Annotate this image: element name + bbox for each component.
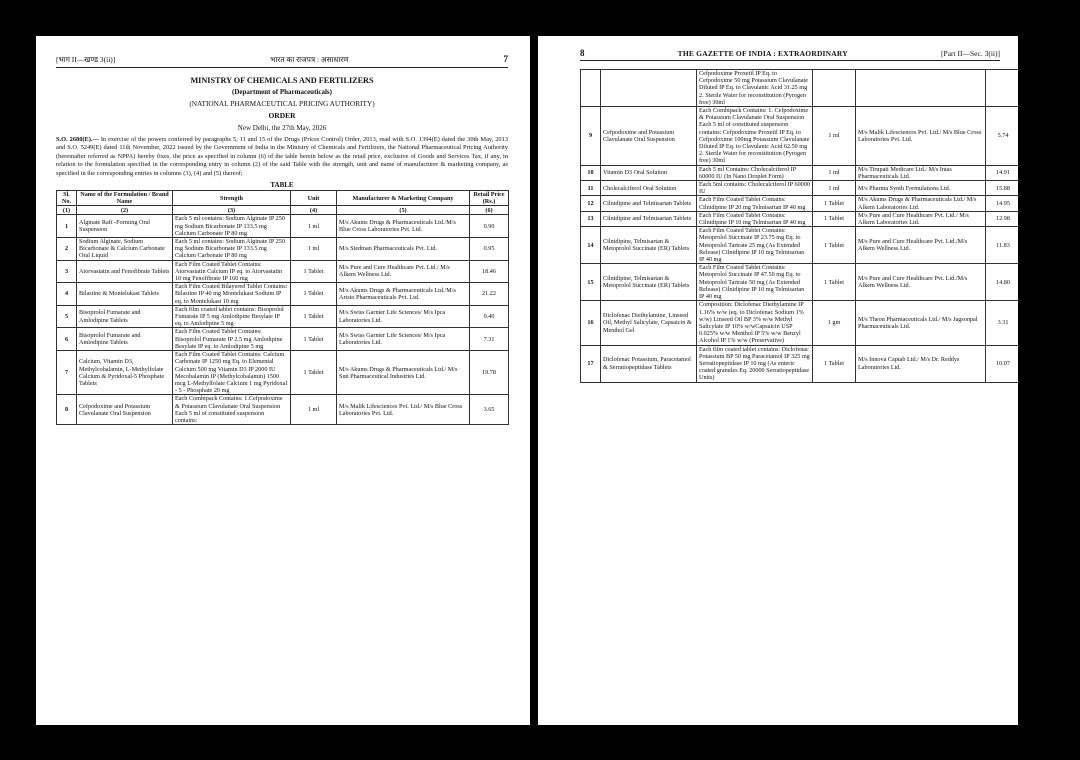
company-cell: M/s Theon Pharmaceuticals Ltd./ M/s Jagsonpal Pharmaceuticals Ltd.	[856, 301, 986, 345]
col-number: (6)	[470, 206, 509, 215]
col-header-price: Retail Price (Rs.)	[470, 191, 509, 206]
formulation-name-cell: Cilnidipine, Telmisartan & Metoprolol Succinate (ER) Tablets	[601, 264, 697, 301]
formulation-name-cell: Vitamin D3 Oral Solution	[601, 165, 697, 180]
table-row	[581, 70, 1019, 107]
sl-cell: 14	[581, 227, 601, 264]
formulation-name-cell: Alginate Raft -Forming Oral Suspension	[77, 215, 173, 238]
unit-cell: 1 ml	[291, 395, 337, 425]
formulation-name-cell: Cefpodoxime and Potassium Clavulanate Oral Suspension	[77, 395, 173, 425]
price-cell: 11.83	[986, 227, 1019, 264]
price-cell: 15.88	[986, 181, 1019, 196]
price-table-page-8	[580, 69, 1018, 383]
formulation-name-cell	[601, 70, 697, 107]
price-cell: 7.31	[470, 328, 509, 351]
strength-cell: Each 5 ml contains: Sodium Alginate IP 250 mg Sodium Bicarbonate IP 133.5 mg Calcium Carbonate IP 80 mg	[173, 238, 291, 261]
price-cell: 10.07	[986, 345, 1019, 382]
company-cell: M/s Akums Drugs & Pharmaceuticals Ltd./ M/s Alkem Laboratories Ltd.	[856, 196, 986, 211]
sl-cell: 11	[581, 181, 601, 196]
strength-cell: Each Film Coated Tablet Contains: Calcium Carbonate IP 1250 mg Eq. to Elemental Calcium 500 mg Vitamin D3 IP 2000 IU Mecobalamin IP (Methylcobalamin) 1500 mcg L-Methylfolate Calcium 1 mg Pyridoxal - 5 - Phosphate 20 mg	[173, 351, 291, 395]
sl-cell: 1	[57, 215, 77, 238]
company-cell: M/s Pharma Synth Formulations Ltd.	[856, 181, 986, 196]
price-table-page-7	[56, 190, 509, 425]
unit-cell: 1 ml	[291, 215, 337, 238]
price-cell: 3.31	[986, 301, 1019, 345]
order-preamble	[56, 136, 508, 178]
price-cell: 19.78	[470, 351, 509, 395]
gazette-page-8	[538, 36, 1018, 725]
strength-cell: Each Combipack Contains: 1.Cefpodoxime & Potassium Clavulanate Oral Suspension Each 5 ml of constituted suspension contains:	[173, 395, 291, 425]
col-number: (2)	[77, 206, 173, 215]
company-cell: M/s Pure and Cure Healthcare Pvt. Ltd./M/s Alkem Wellness Ltd.	[856, 227, 986, 264]
company-cell: M/s Pure and Cure Healthcare Pvt. Ltd./ M/s Alkem Laboratories Ltd.	[856, 211, 986, 226]
preamble-text: In exercise of the powers conferred by paragraphs 5, 11 and 15 of the Drugs (Prices Control) Order, 2013, read with S.O. 1394(E) dated the 30th May, 2013 and S.O. 5249(E) dated 11th November, 2022 issued by the Government of India in the Ministry of Chemicals and Fertilizers, the National Pharmaceutical Pricing Authority (hereinafter referred as NPPA) hereby fixes, the price as specified in column (6) of the table herein below as the retail price, exclusive of Goods and Services Tax, if any, in relation to the formulation specified in the corresponding entry in column (2) of the said Table with the strength, unit and name of manufacturer & marketing company, as specified in the corresponding entries in columns (3), (4) and (5) thereof;	[56, 136, 509, 177]
formulation-name-cell: Cholecalciferol Oral Solution	[601, 181, 697, 196]
formulation-name-cell: Bisoprolol Fumarate and Amlodipine Tablets	[77, 305, 173, 328]
sl-cell: 13	[581, 211, 601, 226]
price-cell: 14.91	[986, 165, 1019, 180]
price-cell: 14.80	[986, 264, 1019, 301]
price-cell: 14.95	[986, 196, 1019, 211]
company-cell: M/s Akums Drugs & Pharmaceuticals Ltd./M/s Blue Cross Laboratories Pvt. Ltd.	[337, 215, 470, 238]
header-title: भारत का राजपत्र : असाधारण	[270, 55, 349, 64]
price-cell: 0.90	[470, 215, 509, 238]
ministry-title: MINISTRY OF CHEMICALS AND FERTILIZERS	[190, 76, 374, 85]
sl-cell: 17	[581, 345, 601, 382]
company-cell: M/s Swiss Garnier Life Sciences/ M/s Ipca Laboratories Ltd.	[337, 305, 470, 328]
strength-cell: Each Film Coated Tablet Contains: Atorvastatin Calcium IP eq. to Atorvastatin 10 mg Fenofibrate IP 160 mg	[173, 260, 291, 283]
strength-cell: Each 5ml contains: Cholecalciferol IP 60000 IU	[697, 181, 813, 196]
table-row	[581, 196, 1019, 211]
sl-cell: 2	[57, 238, 77, 261]
dateline: New Delhi, the 27th May, 2026	[237, 124, 327, 132]
col-header-strength: Strength	[173, 191, 291, 206]
table-row	[57, 395, 509, 425]
company-cell: M/s Malik Lifesciences Pvt. Ltd./ M/s Blue Cross Laboratories Pvt. Ltd.	[337, 395, 470, 425]
page-number: 7	[503, 54, 508, 64]
strength-cell: Cefpodoxime Proxetil IP Eq. to Cefpodoxime 50 mg Potassium Clavulanate Diluted IP Eq. to Clavulanic Acid 31.25 mg 2. Sterile Water for reconstitution (Pyrogen free) 30ml	[697, 70, 813, 107]
sl-cell: 6	[57, 328, 77, 351]
company-cell: M/s Akums Drugs & Pharmaceuticals Ltd./ M/s Sun Pharmaceutical Industries Ltd.	[337, 351, 470, 395]
unit-cell: 1 Tablet	[813, 211, 856, 226]
strength-cell: Composition: Diclofenac Diethylamine IP 1.16% w/w (eq. to Diclofenac Sodium 1% w/w) Linseed Oil BP 3% w/w Methyl Salicylate IP 10% w/wCapsaicin USP 0.025% w/w Menthol IP 5% w/w Benzyl Alcohol IP 1% w/w (Preservative)	[697, 301, 813, 345]
company-cell: M/s Akums Drugs & Pharmaceuticals Ltd./M/s Aristo Pharmaceuticals Pvt. Ltd.	[337, 283, 470, 306]
col-header-company: Manufacturer & Marketing Company	[337, 191, 470, 206]
unit-cell: 1 Tablet	[291, 328, 337, 351]
strength-cell: Each Film Coated Tablet Contains: Metoprolol Succinate IP 23.75 mg Eq. to Metoprolol Tartrate 25 mg (As Extended Release) Cilnidipine IP 10 mg Telmisartan IP 40 mg	[697, 227, 813, 264]
unit-cell: 1 ml	[813, 165, 856, 180]
table-row	[581, 107, 1019, 166]
strength-cell: Each Film Coated Tablet Contains: Cilnidipine IP 10 mg Telmisartan IP 40 mg	[697, 211, 813, 226]
unit-cell: 1 Tablet	[291, 305, 337, 328]
sl-cell: 4	[57, 283, 77, 306]
formulation-name-cell: Cefpodoxime and Potassium Clavulanate Oral Suspension	[601, 107, 697, 166]
company-cell	[856, 70, 986, 107]
col-number: (4)	[291, 206, 337, 215]
formulation-name-cell: Cilnidipine and Telmisartan Tablets	[601, 196, 697, 211]
unit-cell: 1 Tablet	[813, 264, 856, 301]
col-header-sl: Sl. No.	[57, 191, 77, 206]
price-cell: 3.65	[470, 395, 509, 425]
table-row	[57, 328, 509, 351]
company-cell: M/s Malik Lifesciences Pvt. Ltd./ M/s Blue Cross Laboratories Pvt. Ltd.	[856, 107, 986, 166]
table-row	[581, 264, 1019, 301]
sl-cell: 15	[581, 264, 601, 301]
sl-cell: 3	[57, 260, 77, 283]
formulation-name-cell: Bilastine & Montelukast Tablets	[77, 283, 173, 306]
sl-cell: 10	[581, 165, 601, 180]
running-header	[56, 54, 508, 68]
formulation-name-cell: Diclofenac Potassium, Paracetamol & Serratiopeptidase Tablets	[601, 345, 697, 382]
formulation-name-cell: Atorvastatin and Fenofibrate Tablets	[77, 260, 173, 283]
sl-cell: 8	[57, 395, 77, 425]
strength-cell: Each Combipack Contains: 1. Cefpodoxime & Potassium Clavulanate Oral Suspension Each 5 ml of constituted suspension contains: Cefpodoxime Proxetil IP Eq. to Cefpodoxime 100mg Potassium Clavulanate Diluted IP Eq. to Clavulanic Acid 62.50 mg 2. Sterile Water for reconstitution (Pyrogen free) 30ml	[697, 107, 813, 166]
table-row	[57, 260, 509, 283]
header-section: [Part II—Sec. 3(ii)]	[941, 49, 1000, 58]
sl-cell: 16	[581, 301, 601, 345]
col-header-name: Name of the Formulation / Brand Name	[77, 191, 173, 206]
unit-cell: 1 Tablet	[813, 345, 856, 382]
col-header-unit: Unit	[291, 191, 337, 206]
sl-cell: 5	[57, 305, 77, 328]
unit-cell: 1 gm	[813, 301, 856, 345]
strength-cell: Each film coated tablet contains: Bisoprolol Fumarate IP 5 mg Amlodipine Besylate IP eq. to Amlodipine 5 mg	[173, 305, 291, 328]
unit-cell: 1 Tablet	[813, 227, 856, 264]
table-row	[581, 181, 1019, 196]
company-cell: M/s Swiss Garnier Life Sciences/ M/s Ipca Laboratories Ltd.	[337, 328, 470, 351]
formulation-name-cell: Calcium, Vitamin D3, Methylcobalamin, L-Methylfolate Calcium & Pyridoxal-5 Phosphate Tablets	[77, 351, 173, 395]
formulation-name-cell: Cilnidipine and Telmisartan Tablets	[601, 211, 697, 226]
unit-cell	[813, 70, 856, 107]
table-row	[57, 351, 509, 395]
company-cell: M/s Stedman Pharmaceuticals Pvt. Ltd.	[337, 238, 470, 261]
price-cell	[986, 70, 1019, 107]
table-row	[581, 301, 1019, 345]
price-cell: 21.22	[470, 283, 509, 306]
table-label: TABLE	[270, 181, 294, 190]
unit-cell: 1 Tablet	[291, 351, 337, 395]
header-title: THE GAZETTE OF INDIA : EXTRAORDINARY	[677, 49, 848, 58]
unit-cell: 1 Tablet	[291, 283, 337, 306]
col-number: (1)	[57, 206, 77, 215]
price-cell: 9.40	[470, 305, 509, 328]
formulation-name-cell: Diclofenac Diethylamine, Linseed Oil, Methyl Salicylate, Capsaicin & Menthol Gel	[601, 301, 697, 345]
unit-cell: 1 Tablet	[813, 196, 856, 211]
department-title: (Department of Pharmaceuticals)	[232, 88, 332, 96]
authority-title: (NATIONAL PHARMACEUTICAL PRICING AUTHORITY)	[189, 99, 375, 108]
company-cell: M/s Innova Captab Ltd./ M/s Dr. Reddys Laboratories Ltd.	[856, 345, 986, 382]
table-row	[581, 227, 1019, 264]
unit-cell: 1 ml	[813, 181, 856, 196]
header-section: [भाग II—खण्ड 3(ii)]	[56, 55, 116, 64]
table-row	[57, 305, 509, 328]
sl-cell: 9	[581, 107, 601, 166]
strength-cell: Each Film Coated Tablet Contains: Cilnidipine IP 20 mg Telmisartan IP 40 mg	[697, 196, 813, 211]
page-number: 8	[580, 48, 585, 58]
strength-cell: Each Film Coated Tablet Contains: Metoprolol Succinate IP 47.50 mg Eq. to Metoprolol Tartrate 50 mg (As Extended Release) Cilnidipine IP 10 mg Telmisartan IP 40 mg	[697, 264, 813, 301]
table-row	[581, 345, 1019, 382]
formulation-name-cell: Cilnidipine, Telmisartan & Metoprolol Succinate (ER) Tablets	[601, 227, 697, 264]
col-number: (3)	[173, 206, 291, 215]
strength-cell: Each Film Coated Bilayered Tablet Contains: Bilastine IP 40 mg Montelukast Sodium IP eq. to Montelukast 10 mg	[173, 283, 291, 306]
table-row	[57, 283, 509, 306]
formulation-name-cell: Sodium Alginate, Sodium Bicarbonate & Calcium Carbonate Oral Liquid	[77, 238, 173, 261]
company-cell: M/s Tirupati Medicare Ltd./ M/s Intas Pharmaceuticals Ltd.	[856, 165, 986, 180]
gazette-page-7	[36, 36, 530, 725]
table-row	[581, 211, 1019, 226]
strength-cell: Each 5 ml Contains: Cholecalciferol IP 60000 IU (In Nano Droplet Form)	[697, 165, 813, 180]
table-row	[57, 215, 509, 238]
price-cell: 0.95	[470, 238, 509, 261]
table-row	[581, 165, 1019, 180]
unit-cell: 1 ml	[291, 238, 337, 261]
company-cell: M/s Pure and Cure Healthcare Pvt. Ltd./ M/s Alkem Wellness Ltd.	[337, 260, 470, 283]
formulation-name-cell: Bisoprolol Fumarate and Amlodipine Tablets	[77, 328, 173, 351]
price-cell: 12.98	[986, 211, 1019, 226]
strength-cell: Each film coated tablet contains: Diclofenac Potassium BP 50 mg Paracetamol IP 325 mg Serratiopeptidase IP 10 mg (As enteric coated granules Eq. 20000 Serratiopeptidase Units)	[697, 345, 813, 382]
so-number: S.O. 2680(E).—	[56, 136, 99, 143]
unit-cell: 1 Tablet	[291, 260, 337, 283]
order-title: ORDER	[268, 111, 296, 120]
price-cell: 18.46	[470, 260, 509, 283]
price-cell: 5.74	[986, 107, 1019, 166]
running-header	[580, 48, 1000, 61]
table-row	[57, 238, 509, 261]
sl-cell: 7	[57, 351, 77, 395]
sl-cell	[581, 70, 601, 107]
company-cell: M/s Pure and Cure Healthcare Pvt. Ltd./M/s Alkem Wellness Ltd.	[856, 264, 986, 301]
sl-cell: 12	[581, 196, 601, 211]
unit-cell: 1 ml	[813, 107, 856, 166]
strength-cell: Each Film Coated Tablet Contains: Bisoprolol Fumarate IP 2.5 mg Amlodipine Besylate IP eq. to Amlodipine 5 mg	[173, 328, 291, 351]
strength-cell: Each 5 ml contains: Sodium Alginate IP 250 mg Sodium Bicarbonate IP 133.5 mg Calcium Carbonate IP 80 mg	[173, 215, 291, 238]
col-number: (5)	[337, 206, 470, 215]
